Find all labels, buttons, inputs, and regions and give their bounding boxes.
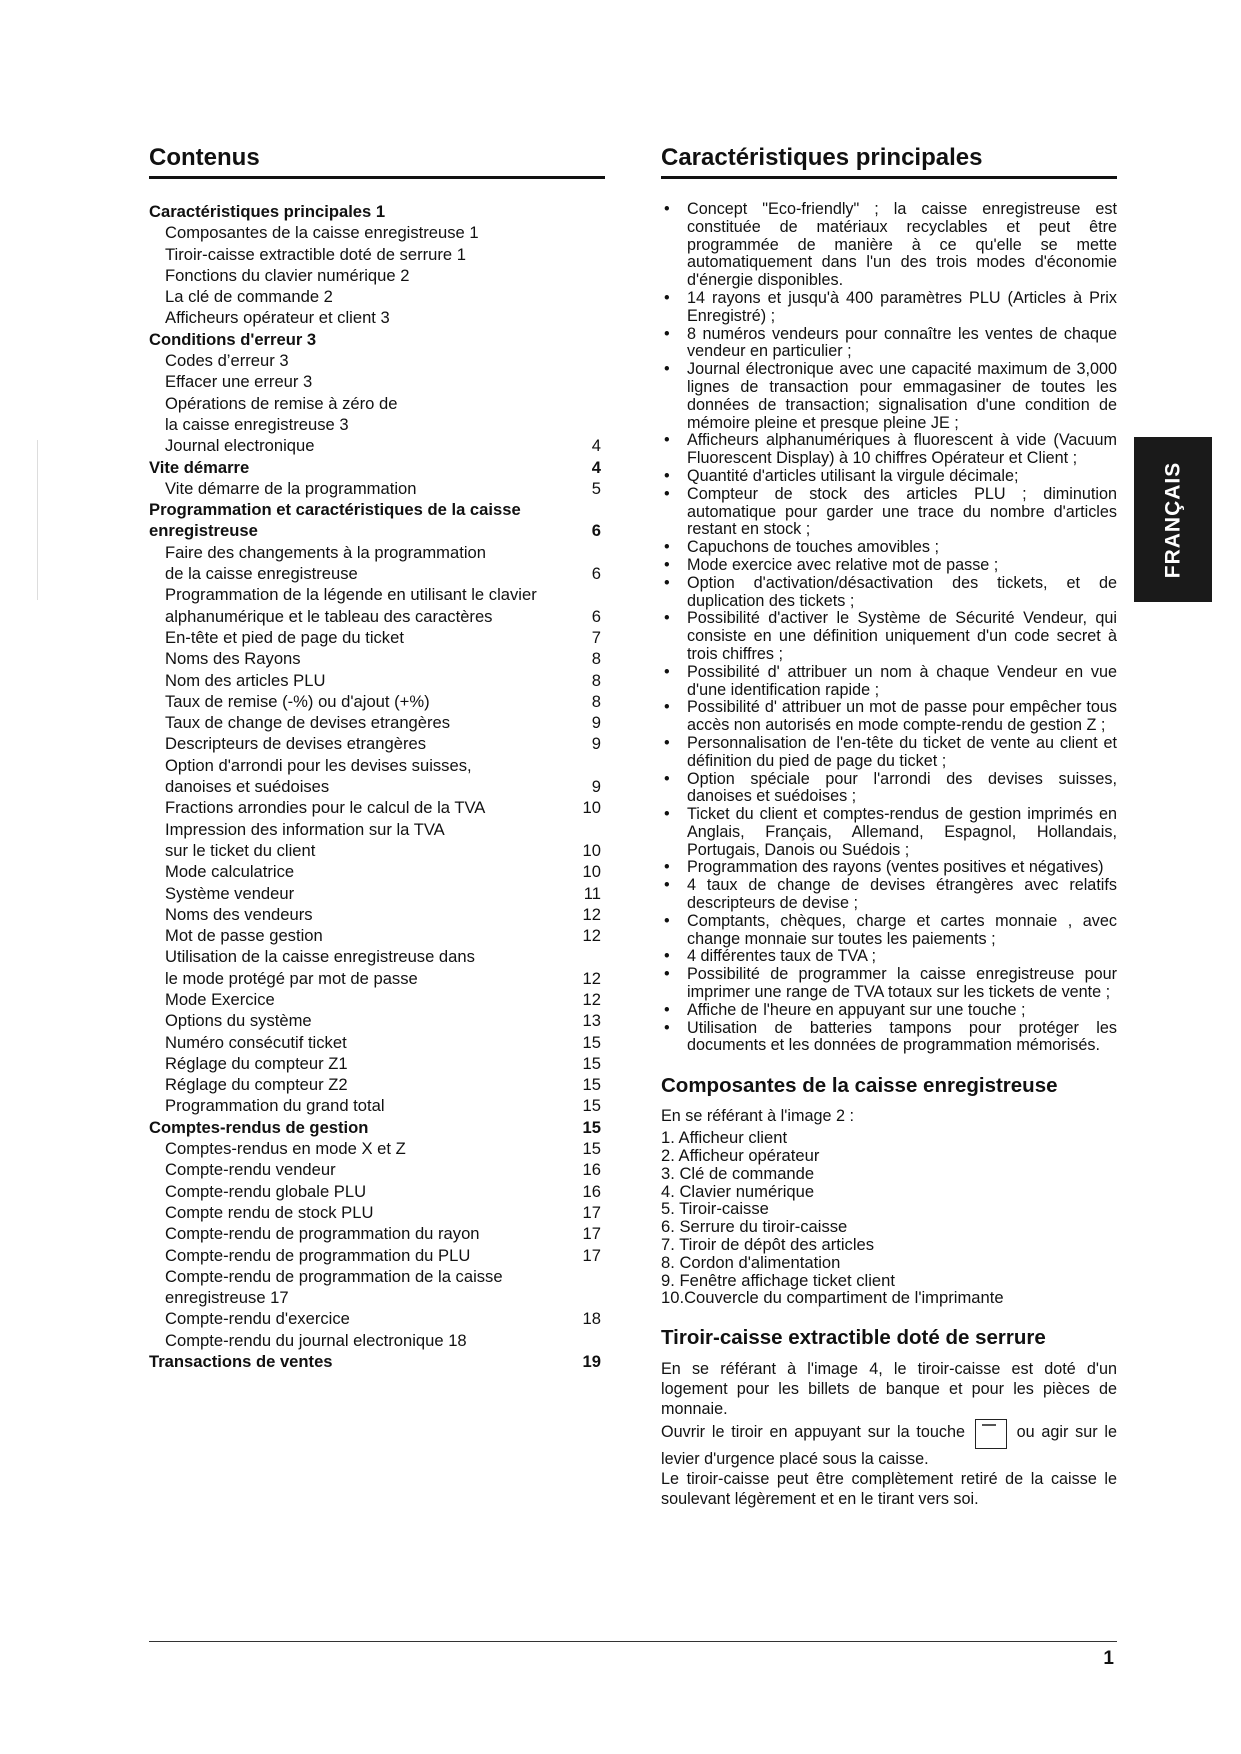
toc-page: 8 (591, 691, 601, 711)
toc-text: Compte-rendu du journal electronique 18 (165, 1330, 467, 1350)
feature-item: • Mode exercice avec relative mot de passe ; (661, 557, 1117, 575)
feature-item: • Possibilité d'activer le Système de Sécurité Vendeur, qui consiste en une définition uniquement d'un code secret à trois chiffres ; (661, 610, 1117, 663)
feature-item: • Compteur de stock des articles PLU ; diminution automatique pour garder une trace du nombre d'articles restant en stock ; (661, 486, 1117, 539)
toc-text: Compte-rendu globale PLU (165, 1181, 367, 1201)
toc-text: Mode calculatrice (165, 862, 295, 882)
toc-page: 10 (582, 840, 601, 860)
component-item: 1. Afficheur client (661, 1128, 788, 1148)
toc-page: 10 (582, 798, 601, 818)
toc-entry (149, 265, 605, 286)
feature-item: • Afficheurs alphanumériques à fluorescent à vide (Vacuum Fluorescent Display) à 10 chiffres Opérateur et Client ; (661, 432, 1117, 468)
toc-text: Tiroir-caisse extractible doté de serrure 1 (165, 244, 466, 264)
toc-text: Caractéristiques principales 1 (149, 202, 386, 221)
toc-entry (149, 648, 605, 669)
toc-text: Conditions d'erreur 3 (149, 329, 317, 349)
toc-entry (149, 819, 605, 840)
toc-text: Programmation et caractéristiques de la caisse (149, 500, 521, 520)
toc-text: Mode Exercice (165, 989, 275, 1009)
toc-text: Vite démarre (149, 457, 250, 477)
toc-text: Codes d’erreur 3 (165, 351, 289, 371)
toc-page: 12 (582, 904, 601, 924)
toc-heading (149, 201, 605, 222)
toc-page: 13 (582, 1011, 601, 1031)
toc-entry (149, 286, 605, 307)
toc-entry (149, 1138, 605, 1159)
toc-text: Programmation du grand total (165, 1096, 385, 1116)
toc-entry (149, 946, 605, 967)
toc-page: 17 (582, 1245, 601, 1265)
toc-text: Composantes de la caisse enregistreuse 1 (165, 223, 479, 243)
toc-page: 4 (591, 436, 601, 456)
toc-entry (149, 861, 605, 882)
toc-page: 10 (582, 862, 601, 882)
toc-heading (149, 520, 605, 541)
footer-rule (149, 1641, 1117, 1642)
toc-text: Options du système (165, 1011, 312, 1031)
features-list (661, 201, 1117, 1055)
toc-page: 16 (582, 1181, 601, 1201)
toc-text: Fonctions du clavier numérique 2 (165, 265, 410, 285)
toc-page: 12 (582, 968, 601, 988)
toc-entry (149, 350, 605, 371)
toc-text: Programmation de la légende en utilisant le clavier (165, 585, 537, 605)
toc-text: Comptes-rendus en mode X et Z (165, 1139, 406, 1159)
table-of-contents (149, 201, 605, 1372)
feature-item: • Quantité d'articles utilisant la virgule décimale; (661, 468, 1117, 486)
toc-entry (149, 883, 605, 904)
toc-page: 6 (591, 564, 601, 584)
toc-entry (149, 712, 605, 733)
toc-text: Noms des vendeurs (165, 904, 313, 924)
feature-item: • Personnalisation de l'en-tête du ticket de vente au client et définition du pied de page du ticket ; (661, 735, 1117, 771)
toc-entry (149, 733, 605, 754)
toc-text: Journal electronique (165, 436, 315, 456)
toc-page: 6 (591, 521, 601, 541)
component-item: 10.Couvercle du compartiment de l'imprimante (661, 1288, 1004, 1308)
toc-text: Taux de change de devises etrangères (165, 713, 451, 733)
page-number: 1 (1103, 1648, 1114, 1669)
toc-text: enregistreuse (149, 521, 258, 541)
toc-entry (149, 1266, 605, 1287)
toc-entry (149, 414, 605, 435)
toc-page: 19 (582, 1352, 601, 1372)
component-item: 3. Clé de commande (661, 1163, 815, 1183)
component-item: 4. Clavier numérique (661, 1181, 815, 1201)
toc-page: 11 (583, 883, 601, 903)
toc-text: danoises et suédoises (165, 777, 330, 797)
toc-text: Effacer une erreur 3 (165, 372, 313, 392)
toc-text: Impression des information sur la TVA (165, 819, 445, 839)
feature-item: • Option spéciale pour l'arrondi des devises suisses, danoises et suédoises ; (661, 771, 1117, 807)
component-item: 8. Cordon d'alimentation (661, 1252, 841, 1272)
toc-entry (149, 222, 605, 243)
toc-entry (149, 307, 605, 328)
toc-page: 18 (582, 1309, 601, 1329)
toc-page: 4 (591, 457, 601, 477)
feature-item: • Possibilité d' attribuer un nom à chaque Vendeur en vue d'une identification rapide ; (661, 664, 1117, 700)
language-tab-label: FRANÇAIS (1161, 461, 1184, 578)
toc-entry (149, 435, 605, 456)
components-list (661, 1129, 1117, 1307)
toc-page: 15 (582, 1075, 601, 1095)
toc-page: 15 (582, 1139, 601, 1159)
toc-text: Utilisation de la caisse enregistreuse dans (165, 947, 475, 967)
toc-entry (149, 1245, 605, 1266)
toc-entry (149, 904, 605, 925)
feature-item: • Ticket du client et comptes-rendus de gestion imprimés en Anglais, Français, Allemand, Espagnol, Hollandais, Portugais, Danois ou Suédois ; (661, 806, 1117, 859)
toc-entry (149, 478, 605, 499)
toc-entry (149, 393, 605, 414)
toc-text: Nom des articles PLU (165, 670, 326, 690)
toc-entry (149, 584, 605, 605)
toc-text: enregistreuse 17 (165, 1288, 289, 1308)
toc-entry (149, 1032, 605, 1053)
toc-text: Mot de passe gestion (165, 926, 323, 946)
component-item: 9. Fenêtre affichage ticket client (661, 1270, 895, 1290)
feature-item: • Possibilité d' attribuer un mot de passe pour empêcher tous accès non autorisés en mode compte-rendu de gestion Z ; (661, 699, 1117, 735)
features-column (661, 143, 1117, 1509)
toc-entry (149, 371, 605, 392)
toc-text: Réglage du compteur Z2 (165, 1075, 348, 1095)
toc-text: Compte-rendu de programmation du rayon (165, 1224, 480, 1244)
toc-page: 8 (591, 670, 601, 690)
toc-text: En-tête et pied de page du ticket (165, 627, 404, 647)
toc-entry (149, 797, 605, 818)
toc-text: Opérations de remise à zéro de (165, 393, 398, 413)
toc-text: Système vendeur (165, 883, 295, 903)
toc-entry (149, 1223, 605, 1244)
toc-page: 15 (582, 1032, 601, 1052)
toc-text: Numéro consécutif ticket (165, 1032, 347, 1052)
toc-entry (149, 1330, 605, 1351)
feature-item: • Possibilité de programmer la caisse enregistreuse pour imprimer une range de TVA totaux sur les tickets de vente ; (661, 966, 1117, 1002)
toc-entry (149, 542, 605, 563)
drawer-p2-before: Ouvrir le tiroir en appuyant sur la touche (661, 1423, 965, 1442)
toc-page: 17 (582, 1202, 601, 1222)
drawer-paragraph-1: En se référant à l'image 4, le tiroir-caisse est doté d'un logement pour les billets de banque et pour les pièces de monnaie. (661, 1360, 1117, 1419)
toc-entry (149, 968, 605, 989)
toc-page: 9 (591, 734, 601, 754)
toc-text: la caisse enregistreuse 3 (165, 414, 349, 434)
toc-entry (149, 606, 605, 627)
toc-text: Option d'arrondi pour les devises suisses, (165, 755, 472, 775)
feature-item: • Capuchons de touches amovibles ; (661, 539, 1117, 557)
toc-text: Afficheurs opérateur et client 3 (165, 308, 390, 328)
toc-entry (149, 989, 605, 1010)
toc-entry (149, 563, 605, 584)
toc-text: Taux de remise (-%) ou d'ajout (+%) (165, 691, 430, 711)
feature-item: • 4 taux de change de devises étrangères avec relatifs descripteurs de devise ; (661, 877, 1117, 913)
component-item: 6. Serrure du tiroir-caisse (661, 1217, 848, 1237)
toc-page: 17 (582, 1224, 601, 1244)
drawer-p2-after: ou agir sur le levier d'urgence placé sous la caisse. (661, 1423, 1118, 1469)
toc-entry (149, 1287, 605, 1308)
features-title: Caractéristiques principales (661, 143, 1117, 179)
feature-item: • Programmation des rayons (ventes positives et négatives) (661, 859, 1117, 877)
toc-heading (149, 1117, 605, 1138)
toc-page: 15 (582, 1096, 601, 1116)
toc-entry (149, 776, 605, 797)
toc-text: Descripteurs de devises etrangères (165, 734, 427, 754)
toc-text: Fractions arrondies pour le calcul de la TVA (165, 798, 486, 818)
toc-page: 16 (582, 1160, 601, 1180)
toc-text: de la caisse enregistreuse (165, 564, 358, 584)
feature-item: • Comptants, chèques, charge et cartes monnaie , avec change monnaie sur toutes les paiements ; (661, 913, 1117, 949)
toc-page: 9 (591, 713, 601, 733)
toc-page: 15 (582, 1053, 601, 1073)
toc-entry (149, 1074, 605, 1095)
margin-mark (37, 440, 38, 600)
toc-page: 9 (591, 777, 601, 797)
toc-text: Transactions de ventes (149, 1352, 333, 1372)
toc-text: le mode protégé par mot de passe (165, 968, 418, 988)
toc-entry (149, 670, 605, 691)
toc-page: 15 (582, 1117, 601, 1137)
nosale-key-icon (975, 1419, 1007, 1449)
feature-item: • 8 numéros vendeurs pour connaître les ventes de chaque vendeur en particulier ; (661, 326, 1117, 362)
toc-page: 12 (582, 926, 601, 946)
toc-entry (149, 925, 605, 946)
toc-page: 8 (591, 649, 601, 669)
toc-text: Compte-rendu vendeur (165, 1160, 336, 1180)
component-item: 5. Tiroir-caisse (661, 1199, 769, 1219)
toc-text: Comptes-rendus de gestion (149, 1117, 369, 1137)
toc-entry (149, 1202, 605, 1223)
feature-item: • Journal électronique avec une capacité maximum de 3,000 lignes de transaction pour emmagasiner de toutes les données de transaction; signalisation d'une condition de mémoire pleine et presque pleine JE ; (661, 361, 1117, 432)
toc-entry (149, 1181, 605, 1202)
toc-text: Compte-rendu de programmation du PLU (165, 1245, 471, 1265)
component-item: 2. Afficheur opérateur (661, 1146, 820, 1166)
toc-entry (149, 1053, 605, 1074)
toc-text: Compte-rendu de programmation de la caisse (165, 1266, 503, 1286)
toc-text: alphanumérique et le tableau des caractères (165, 606, 493, 626)
toc-entry (149, 627, 605, 648)
drawer-paragraph-2 (661, 1419, 1117, 1469)
toc-entry (149, 755, 605, 776)
toc-entry (149, 840, 605, 861)
toc-text: La clé de commande 2 (165, 287, 333, 307)
feature-item: • 14 rayons et jusqu'à 400 paramètres PLU (Articles à Prix Enregistré) ; (661, 290, 1117, 326)
toc-text: Faire des changements à la programmation (165, 542, 486, 562)
feature-item: • Affiche de l'heure en appuyant sur une touche ; (661, 1002, 1117, 1020)
component-item: 7. Tiroir de dépôt des articles (661, 1235, 875, 1255)
toc-entry (149, 1308, 605, 1329)
toc-heading (149, 1351, 605, 1372)
drawer-title: Tiroir-caisse extractible doté de serrure (661, 1326, 1046, 1350)
drawer-paragraph-3: Le tiroir-caisse peut être complètement retiré de la caisse le soulevant légèrement et en le tirant vers soi. (661, 1470, 1117, 1509)
toc-heading (149, 457, 605, 478)
toc-heading (149, 329, 605, 350)
toc-entry (149, 1010, 605, 1031)
toc-page: 7 (591, 627, 601, 647)
toc-page: 6 (591, 606, 601, 626)
feature-item: • Utilisation de batteries tampons pour protéger les documents et les données de programmation mémorisés. (661, 1020, 1117, 1056)
contents-column (149, 143, 605, 1372)
feature-item: • Concept "Eco-friendly" ; la caisse enregistreuse est constituée de matériaux recyclables et peut être programmée de manière à ce qu'elle se mette automatiquement dans l'un des trois modes d'économie d'énergie disponibles. (661, 201, 1117, 290)
toc-entry (149, 244, 605, 265)
feature-item: • Option d'activation/désactivation des tickets, et de duplication des tickets ; (661, 575, 1117, 611)
toc-entry (149, 1159, 605, 1180)
toc-page: 12 (582, 989, 601, 1009)
components-title: Composantes de la caisse enregistreuse (661, 1074, 1058, 1098)
toc-page: 5 (591, 478, 601, 498)
toc-entry (149, 1095, 605, 1116)
toc-text: Noms des Rayons (165, 649, 301, 669)
components-intro: En se référant à l'image 2 : (661, 1107, 854, 1126)
toc-entry (149, 691, 605, 712)
language-tab (1134, 437, 1212, 602)
toc-text: sur le ticket du client (165, 840, 316, 860)
contents-title: Contenus (149, 143, 605, 179)
toc-text: Compte-rendu d'exercice (165, 1309, 350, 1329)
toc-text: Compte rendu de stock PLU (165, 1202, 374, 1222)
toc-heading (149, 499, 605, 520)
toc-text: Réglage du compteur Z1 (165, 1053, 348, 1073)
feature-item: • 4 différentes taux de TVA ; (661, 948, 1117, 966)
toc-text: Vite démarre de la programmation (165, 478, 417, 498)
